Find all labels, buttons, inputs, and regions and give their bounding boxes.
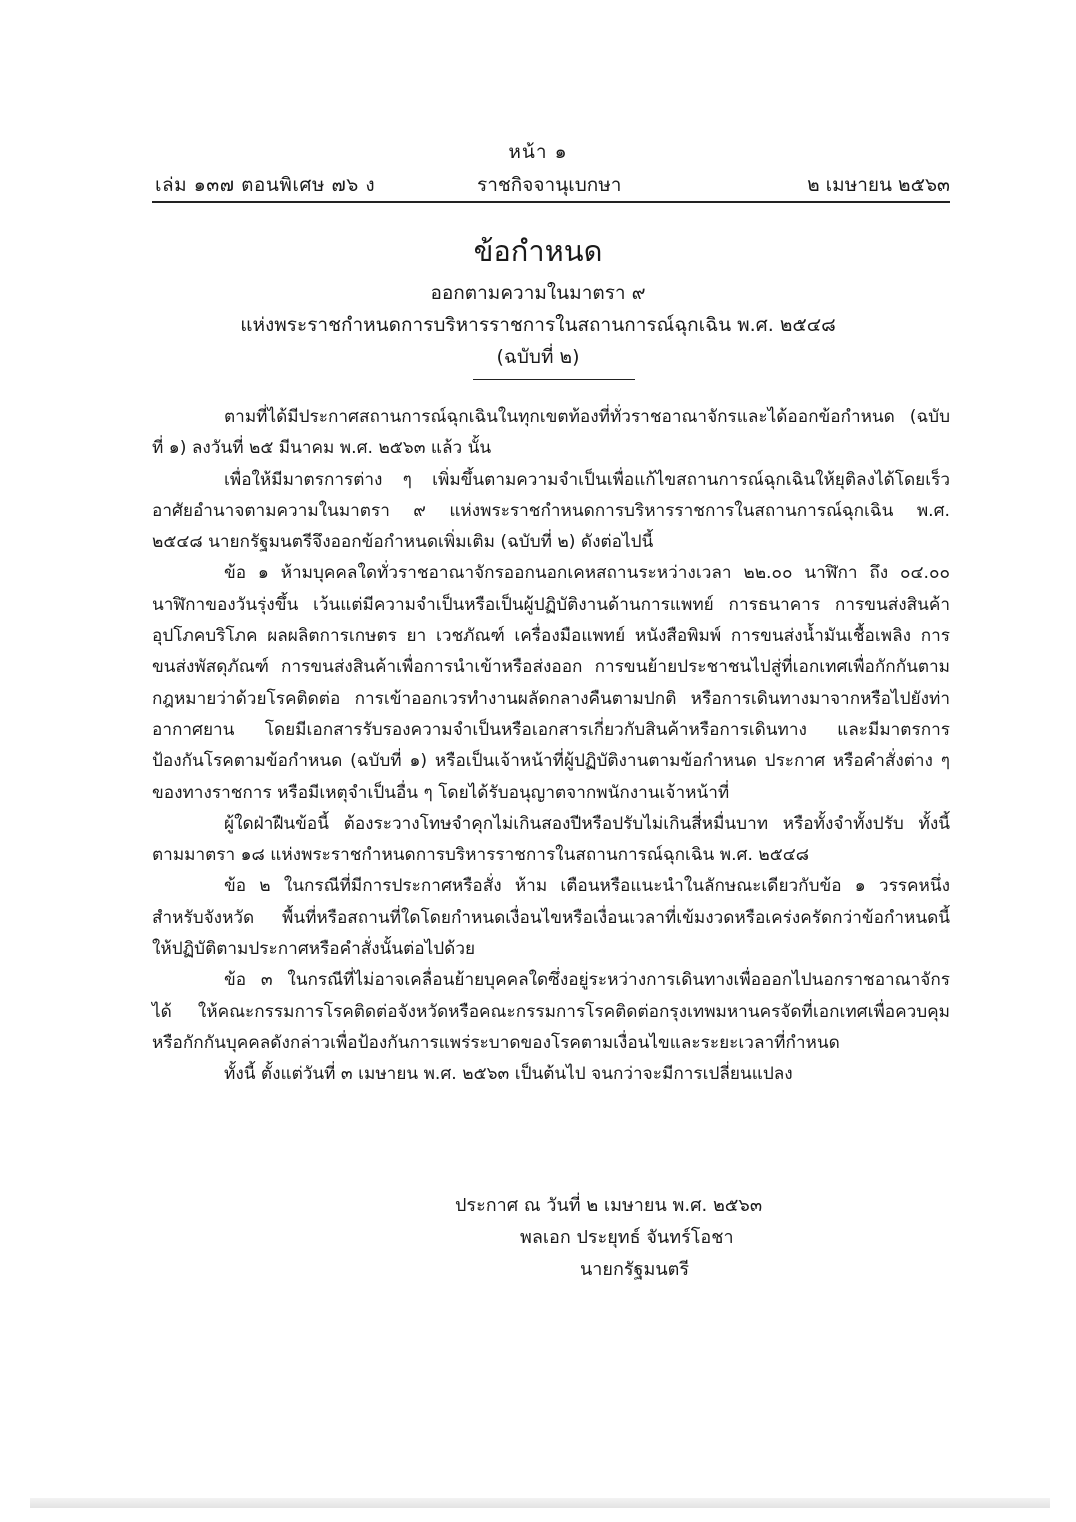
subtitle-line-1: ออกตามความในมาตรา ๙ xyxy=(430,282,646,304)
signatory-name: พลเอก ประยุทธ์ จันทร์โอชา xyxy=(520,1227,734,1248)
document-body xyxy=(152,402,950,1091)
header-divider xyxy=(152,201,950,203)
signature-date: ประกาศ ณ วันที่ ๒ เมษายน พ.ศ. ๒๕๖๓ xyxy=(455,1195,763,1216)
title-divider xyxy=(473,379,635,380)
paragraph-clause-2: ข้อ ๒ ในกรณีที่มีการประกาศหรือสั่ง ห้าม เตือนหรือแนะนำในลักษณะเดียวกับข้อ ๑ วรรคหนึ่ง สำหรับจังหวัด พื้นที่หรือสถานที่ใดโดยกำหนดเงื่อนไขหรือเงื่อนเวลาที่เข้มงวดหรือเคร่งครัดกว่าข้อกำหนดนี้ ให้ปฏิบัติตามประกาศหรือคำสั่งนั้นต่อไปด้วย xyxy=(152,876,950,960)
scan-edge xyxy=(30,1498,1050,1508)
paragraph-preamble: ตามที่ได้มีประกาศสถานการณ์ฉุกเฉินในทุกเขตท้องที่ทั่วราชอาณาจักรและได้ออกข้อกำหนด (ฉบับที่ ๑) ลงวันที่ ๒๕ มีนาคม พ.ศ. ๒๕๖๓ แล้ว นั้น xyxy=(152,407,950,459)
subtitle-line-3: (ฉบับที่ ๒) xyxy=(496,346,580,368)
paragraph-authority: เพื่อให้มีมาตรการต่าง ๆ เพิ่มขึ้นตามความจำเป็นเพื่อแก้ไขสถานการณ์ฉุกเฉินให้ยุติลงได้โดยเร็ว อาศัยอำนาจตามความในมาตรา ๙ แห่งพระราชกำหนดการบริหารราชการในสถานการณ์ฉุกเฉิน พ.ศ. ๒๕๔๘ นายกรัฐมนตรีจึงออกข้อกำหนดเพิ่มเติม (ฉบับที่ ๒) ดังต่อไปนี้ xyxy=(152,469,950,553)
publication-name: ราชกิจจานุเบกษา xyxy=(477,174,622,196)
paragraph-clause-1: ข้อ ๑ ห้ามบุคคลใดทั่วราชอาณาจักรออกนอกเคหสถานระหว่างเวลา ๒๒.๐๐ นาฬิกา ถึง ๐๔.๐๐ นาฬิกาของวันรุ่งขึ้น เว้นแต่มีความจำเป็นหรือเป็นผู้ปฏิบัติงานด้านการแพทย์ การธนาคาร การขนส่งสินค้าอุปโภคบริโภค ผลผลิตการเกษตร ยา เวชภัณฑ์ เครื่องมือแพทย์ หนังสือพิมพ์ การขนส่งน้ำมันเชื้อเพลิง การขนส่งพัสดุภัณฑ์ การขนส่งสินค้าเพื่อการนำเข้าหรือส่งออก การขนย้ายประชาชนไปสู่ที่เอกเทศเพื่อกักกันตามกฎหมายว่าด้วยโรคติดต่อ การเข้าออกเวรทำงานผลัดกลางคืนตามปกติ หรือการเดินทางมาจากหรือไปยังท่าอากาศยาน โดยมีเอกสารรับรองความจำเป็นหรือเอกสารเกี่ยวกับสินค้าหรือการเดินทาง และมีมาตรการป้องกันโรคตามข้อกำหนด (ฉบับที่ ๑) หรือเป็นเจ้าหน้าที่ผู้ปฏิบัติงานตามข้อกำหนด ประกาศ หรือคำสั่งต่าง ๆ ของทางราชการ หรือมีเหตุจำเป็นอื่น ๆ โดยได้รับอนุญาตจากพนักงานเจ้าหน้าที่ xyxy=(152,563,950,803)
gazette-header xyxy=(155,170,950,200)
subtitle-line-2: แห่งพระราชกำหนดการบริหารราชการในสถานการณ์ฉุกเฉิน พ.ศ. ๒๕๔๘ xyxy=(240,314,836,336)
signatory-position: นายกรัฐมนตรี xyxy=(580,1259,689,1280)
paragraph-effective-date: ทั้งนี้ ตั้งแต่วันที่ ๓ เมษายน พ.ศ. ๒๕๖๓ เป็นต้นไป จนกว่าจะมีการเปลี่ยนแปลง xyxy=(224,1064,793,1085)
volume-info: เล่ม ๑๓๗ ตอนพิเศษ ๗๖ ง xyxy=(155,174,376,196)
document-title: ข้อกำหนด xyxy=(473,234,603,268)
publication-date: ๒ เมษายน ๒๕๖๓ xyxy=(807,174,950,196)
paragraph-penalty: ผู้ใดฝ่าฝืนข้อนี้ ต้องระวางโทษจำคุกไม่เกินสองปีหรือปรับไม่เกินสี่หมื่นบาท หรือทั้งจำทั้งปรับ ทั้งนี้ ตามมาตรา ๑๘ แห่งพระราชกำหนดการบริหารราชการในสถานการณ์ฉุกเฉิน พ.ศ. ๒๕๔๘ xyxy=(152,813,950,866)
page-number: หน้า ๑ xyxy=(508,141,568,163)
paragraph-clause-3: ข้อ ๓ ในกรณีที่ไม่อาจเคลื่อนย้ายบุคคลใดซึ่งอยู่ระหว่างการเดินทางเพื่อออกไปนอกราชอาณาจักรได้ ให้คณะกรรมการโรคติดต่อจังหวัดหรือคณะกรรมการโรคติดต่อกรุงเทพมหานครจัดที่เอกเทศเพื่อควบคุมหรือกักกันบุคคลดังกล่าวเพื่อป้องกันการแพร่ระบาดของโรคตามเงื่อนไขและระยะเวลาที่กำหนด xyxy=(152,970,950,1053)
